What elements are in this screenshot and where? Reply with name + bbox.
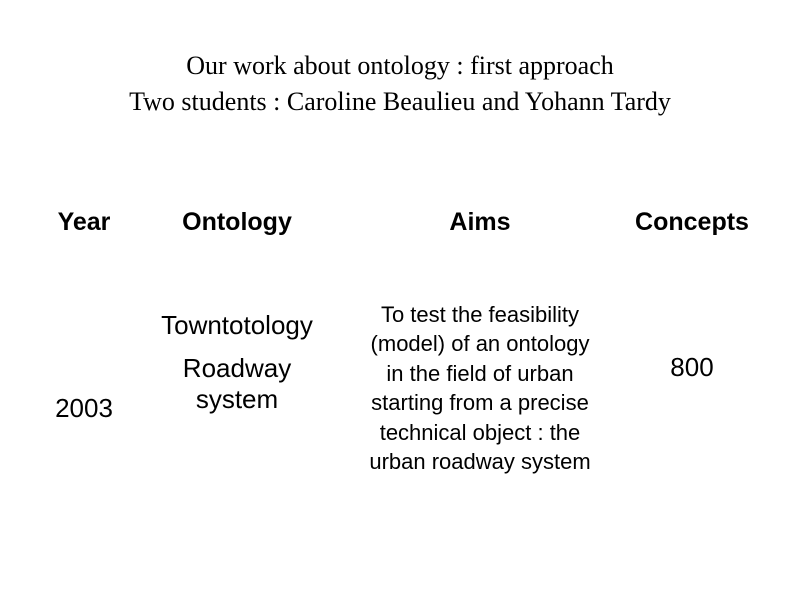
header-year: Year [57,208,111,236]
aims-line: technical object : the [379,419,581,445]
header-aims: Aims [449,208,511,236]
cell-concepts: 800 [670,352,714,382]
ontology-subject-line-1: Roadway [182,353,292,383]
cell-year: 2003 [55,393,113,423]
aims-line: urban roadway system [369,449,591,475]
header-concepts: Concepts [635,208,749,236]
slide-title [0,48,800,120]
aims-line: To test the feasibility [380,302,580,327]
title-line-2: Two students : Caroline Beaulieu and Yohann Tardy [129,87,671,116]
aims-line: in the field of urban [386,360,574,386]
aims-line: (model) of an ontology [370,331,590,357]
ontology-name: Towntotology [161,310,313,340]
header-ontology: Ontology [182,208,292,236]
aims-line: starting from a precise [371,390,589,416]
cell-aims [346,300,614,476]
ontology-subject [140,353,334,415]
ontology-subject-line-2: system [195,384,279,414]
cell-ontology [140,307,334,415]
title-line-1: Our work about ontology : first approach [186,51,614,80]
